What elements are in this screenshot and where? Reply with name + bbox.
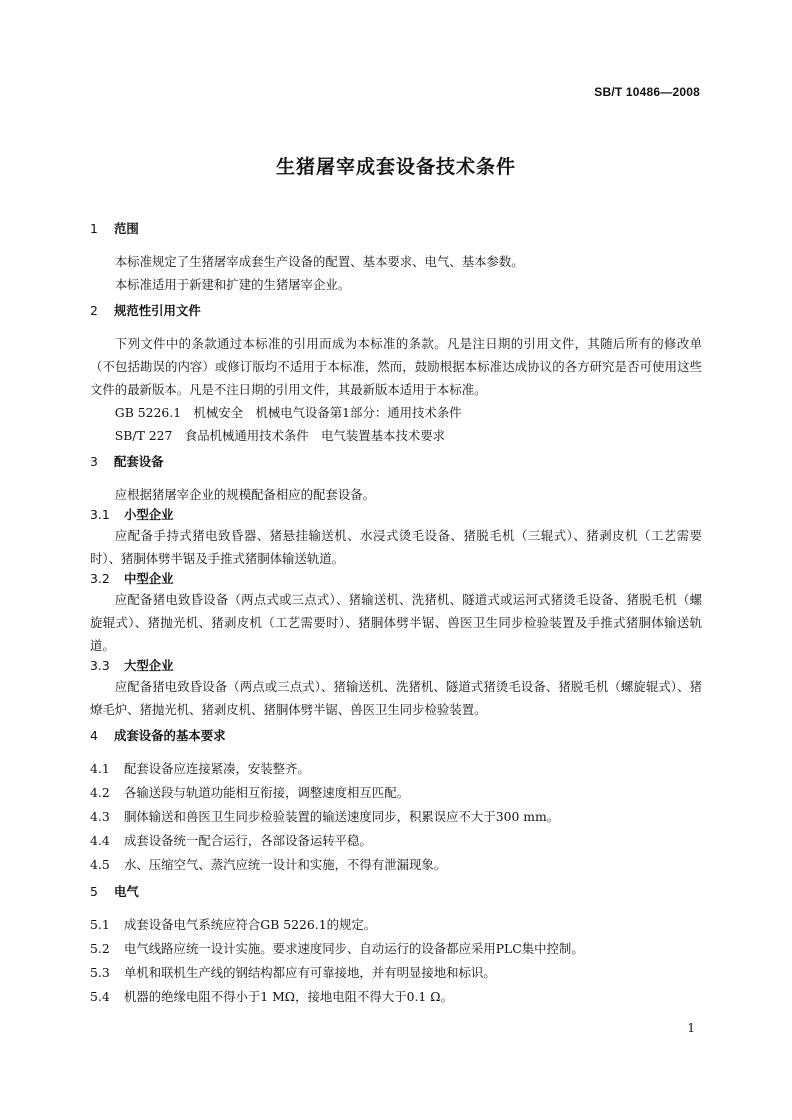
clause-item [90,937,702,961]
clause-text: 单机和联机生产线的钢结构都应有可靠接地，并有明显接地和标识。 [124,965,496,980]
clause-number: 4.4 [90,833,110,848]
document-title: 生猪屠宰成套设备技术条件 [275,156,516,178]
clause-number: 4.3 [90,809,110,824]
section-title: 成套设备的基本要求 [114,728,226,743]
clause-number: 5.1 [90,917,110,932]
clause-item [90,985,702,1009]
section-number: 2 [90,303,98,318]
clause-item [90,913,702,937]
subsection-number: 3.1 [90,507,110,522]
section-title: 电气 [114,884,139,899]
clause-number: 4.5 [90,857,110,872]
paragraph: 应配备猪电致昏设备（两点或三点式）、猪输送机、洗猪机、隧道式猪烫毛设备、猪脱毛机（螺旋辊式）、猪燎毛炉、猪抛光机、猪剥皮机、猪胴体劈半锯、兽医卫生同步检验装置。 [90,679,702,717]
standard-code: SB/T 10486—2008 [594,85,700,99]
section-number: 5 [90,884,98,899]
clause-number: 5.4 [90,989,110,1004]
document-body [90,220,702,1009]
subsection-heading [90,657,702,675]
clause-text: 成套设备统一配合运行，各部设备运转平稳。 [124,833,372,848]
clause-number: 5.2 [90,941,110,956]
clause-item [90,757,702,781]
clause-number: 4.2 [90,785,110,800]
paragraph: 本标准规定了生猪屠宰成套生产设备的配置、基本要求、电气、基本参数。 [114,254,524,269]
section-title: 范围 [114,221,139,236]
section-title: 配套设备 [114,454,164,469]
section-heading [90,302,702,320]
clause-text: 各输送段与轨道功能相互衔接，调整速度相互匹配。 [124,785,409,800]
paragraph: 本标准适用于新建和扩建的生猪屠宰企业。 [114,277,351,292]
reference-item: SB/T 227 食品机械通用技术条件 电气装置基本技术要求 [114,428,446,443]
paragraph: 应配备手持式猪电致昏器、猪悬挂输送机、水浸式烫毛设备、猪脱毛机（三辊式）、猪剥皮机（工艺需要时）、猪胴体劈半锯及手推式猪胴体输送轨道。 [90,528,702,566]
section-heading [90,883,702,901]
clause-text: 电气线路应统一设计实施。要求速度同步、自动运行的设备都应采用PLC集中控制。 [124,941,584,956]
subsection-heading [90,570,702,588]
subsection-number: 3.2 [90,571,110,586]
subsection-number: 3.3 [90,658,110,673]
section-number: 1 [90,221,98,236]
subsection-heading [90,506,702,524]
section-heading [90,727,702,745]
paragraph: 应根据猪屠宰企业的规模配备相应的配套设备。 [114,487,375,502]
clause-text: 胴体输送和兽医卫生同步检验装置的输送速度同步，积累误应不大于300 mm。 [124,809,560,824]
subsection-title: 小型企业 [124,507,174,522]
clause-number: 5.3 [90,965,110,980]
section-heading [90,453,702,471]
clause-item [90,781,702,805]
clause-text: 配套设备应连接紧凑，安装整齐。 [124,761,310,776]
clause-item [90,961,702,985]
paragraph: 应配备猪电致昏设备（两点式或三点式）、猪输送机、洗猪机、隧道式或运河式猪烫毛设备、猪脱毛机（螺旋辊式）、猪抛光机、猪剥皮机（工艺需要时）、猪胴体劈半锯、兽医卫生同步检验装置及手推式猪胴体输送轨道。 [90,592,702,653]
section-number: 4 [90,728,98,743]
section-heading [90,220,702,238]
clause-text: 成套设备电气系统应符合GB 5226.1的规定。 [124,917,377,932]
subsection-title: 中型企业 [124,571,174,586]
clause-item [90,829,702,853]
section-number: 3 [90,454,98,469]
clause-item [90,805,702,829]
clause-text: 水、压缩空气、蒸汽应统一设计和实施，不得有泄漏现象。 [124,857,447,872]
paragraph: 下列文件中的条款通过本标准的引用而成为本标准的条款。凡是注日期的引用文件，其随后所有的修改单（不包括勘误的内容）或修订版均不适用于本标准，然而，鼓励根据本标准达成协议的各方研究是否可使用这些文件的最新版本。凡是不注日期的引用文件，其最新版本适用于本标准。 [90,336,702,397]
clause-text: 机器的绝缘电阻不得小于1 MΩ，接地电阻不得大于0.1 Ω。 [124,989,453,1004]
page-number: 1 [687,1021,695,1035]
clause-number: 4.1 [90,761,110,776]
section-title: 规范性引用文件 [114,303,201,318]
reference-item: GB 5226.1 机械安全 机械电气设备第1部分：通用技术条件 [114,405,462,420]
clause-item [90,853,702,877]
subsection-title: 大型企业 [124,658,174,673]
